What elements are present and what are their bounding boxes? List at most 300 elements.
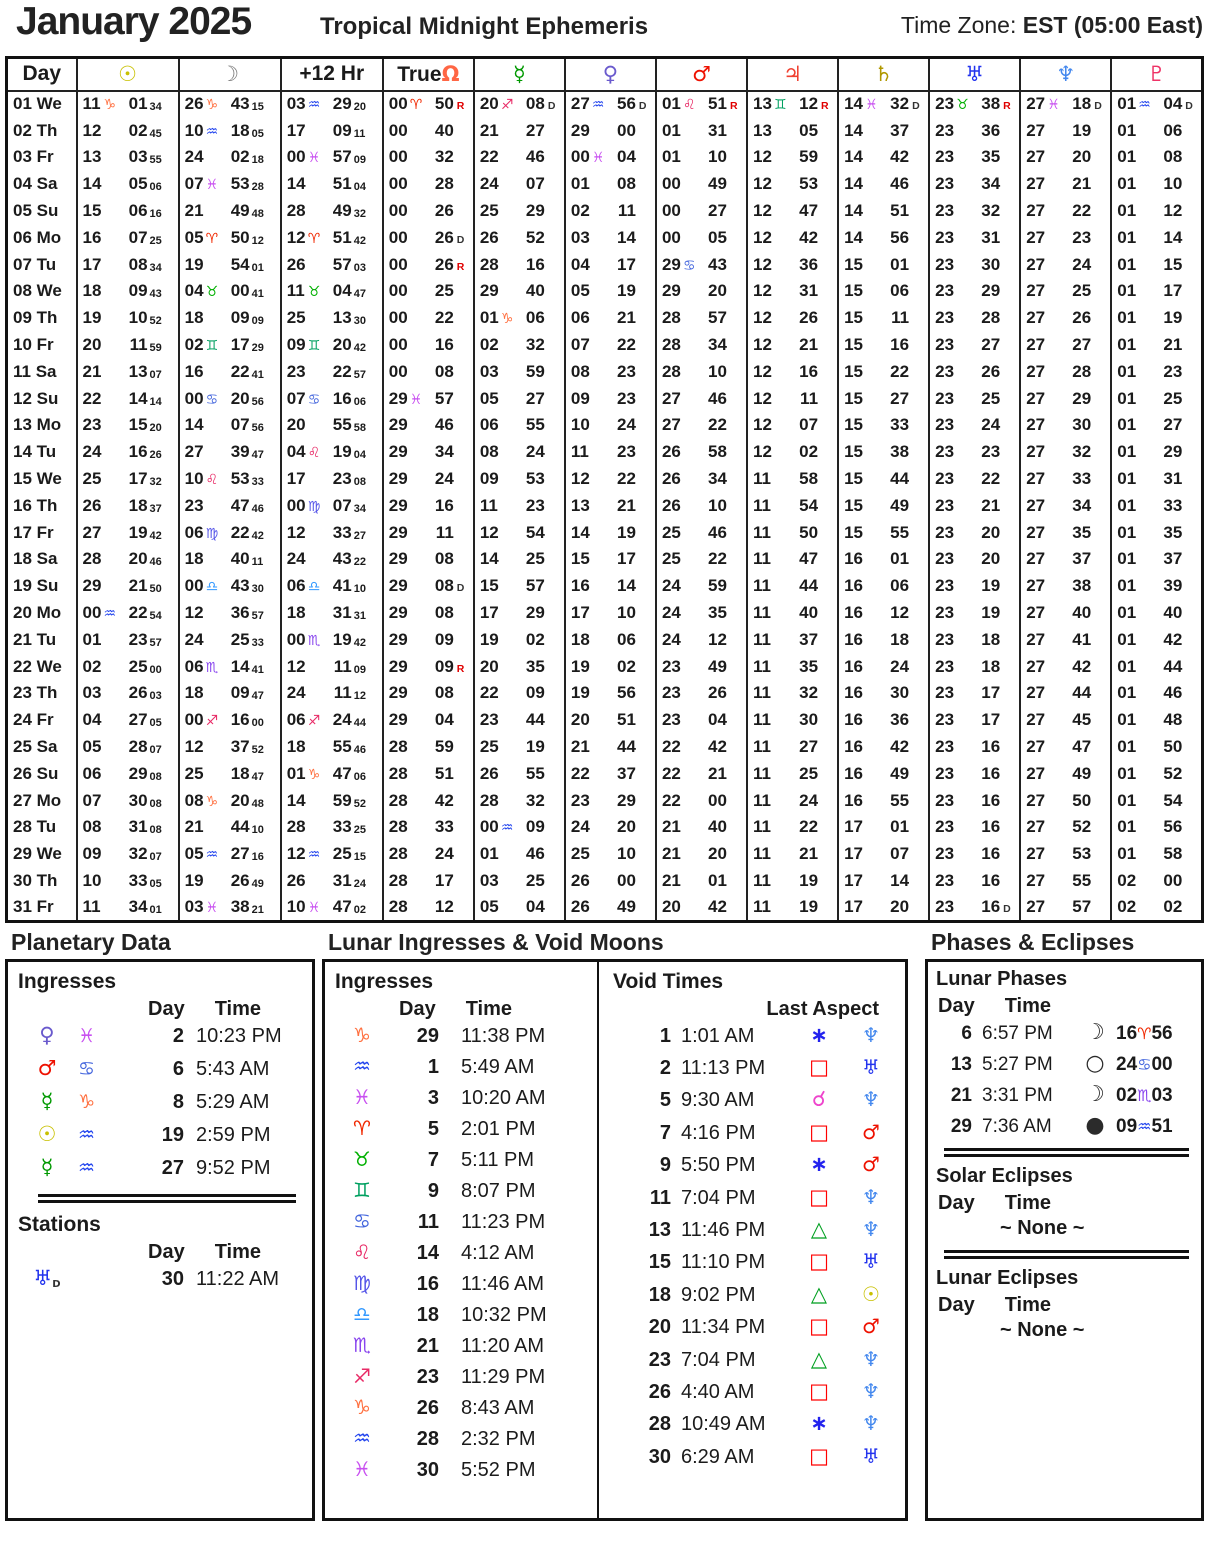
degrees-value: 26 xyxy=(570,871,590,890)
degrees-value: 13 xyxy=(753,94,772,114)
degrees-value: 26 xyxy=(479,763,499,783)
minutes-value: 16 xyxy=(981,817,1001,837)
minutes-value: 15 xyxy=(128,415,148,435)
degrees-value: 23 xyxy=(935,227,955,247)
minutes-value: 09 xyxy=(434,656,454,676)
minutes-value: 17 xyxy=(616,254,636,274)
position-cell xyxy=(474,251,565,278)
seconds-value: 29 xyxy=(251,342,264,355)
minutes-value: 23 xyxy=(1163,361,1183,381)
planet-ne-icon: ♆ xyxy=(862,1087,880,1112)
minutes-value: 40 xyxy=(1072,603,1092,623)
minutes-value: 29 xyxy=(616,790,636,810)
degrees-value: 27 xyxy=(661,415,681,435)
degrees-value: 23 xyxy=(935,495,955,515)
position-cell xyxy=(1020,734,1111,761)
position-cell xyxy=(383,91,474,118)
planet-su-icon: ☉ xyxy=(862,1281,880,1306)
degrees-value: 27 xyxy=(1026,120,1046,140)
minutes-value: 36 xyxy=(981,120,1001,140)
minutes-value: 51 xyxy=(890,201,910,221)
degrees-value: 23 xyxy=(935,683,955,703)
void-time: 4:16 PM xyxy=(681,1121,756,1144)
minutes-value: 59 xyxy=(799,147,819,167)
minutes-value: 35 xyxy=(708,603,727,623)
degrees-value: 21 xyxy=(570,737,590,757)
minutes-value: 46 xyxy=(434,415,454,435)
minutes-value: 19 xyxy=(616,522,636,542)
minutes-value: 58 xyxy=(1163,844,1183,864)
seconds-value: 01 xyxy=(251,261,264,274)
position-cell xyxy=(179,198,281,225)
degrees-value: 24 xyxy=(184,147,204,167)
minutes-value: 08 xyxy=(434,549,454,569)
seconds-value: 06 xyxy=(149,181,162,194)
position-cell xyxy=(838,760,929,787)
position-cell xyxy=(474,787,565,814)
minutes-value: 52 xyxy=(1163,763,1183,783)
position-cell xyxy=(383,358,474,385)
position-cell xyxy=(565,439,656,466)
void-time: 9:02 PM xyxy=(681,1283,756,1306)
degrees-value: 27 xyxy=(1026,576,1046,596)
minutes-value: 14 xyxy=(128,388,148,408)
sign-aq-icon: ♒ xyxy=(591,97,605,114)
degrees-value: 01 xyxy=(1117,94,1137,114)
position-cell xyxy=(565,653,656,680)
degrees-value: 11 xyxy=(82,897,101,917)
degrees-value: 15 xyxy=(844,361,864,381)
minutes-value: 30 xyxy=(799,710,819,730)
degrees-value: 15 xyxy=(570,549,590,569)
degrees-value: 21 xyxy=(184,817,204,837)
void-time-row xyxy=(611,1023,897,1055)
position-cell xyxy=(383,144,474,171)
aspect-sq-icon: □ xyxy=(809,1379,829,1403)
seconds-value: 00 xyxy=(149,663,162,676)
position-cell xyxy=(747,144,838,171)
position-cell xyxy=(77,626,179,653)
minutes-value: 24 xyxy=(434,469,454,489)
degrees-value: 15 xyxy=(844,442,864,462)
day-label: 02 Th xyxy=(7,117,77,144)
day-column-label: Day xyxy=(399,997,436,1020)
minutes-value: 19 xyxy=(981,576,1001,596)
retrograde-marker: R xyxy=(456,260,465,273)
position-cell xyxy=(474,868,565,895)
degrees-value: 10 xyxy=(570,415,590,435)
sign-aq-icon: ♒ xyxy=(1138,97,1151,114)
day-column-label: Day xyxy=(148,997,185,1020)
minutes-value: 17 xyxy=(1163,281,1183,301)
ingress-day: 3 xyxy=(427,1086,439,1109)
minutes-value: 12 xyxy=(708,629,727,649)
phase-day: 6 xyxy=(961,1022,972,1044)
ingress-time: 5:29 AM xyxy=(196,1090,270,1113)
seconds-value: 41 xyxy=(251,368,264,381)
page-title: January 2025 xyxy=(16,0,252,43)
minutes-value: 05 xyxy=(708,227,727,247)
position-cell xyxy=(929,868,1020,895)
direct-marker: D xyxy=(912,100,920,113)
degrees-value: 15 xyxy=(844,308,864,328)
sign-sc-icon: ♏ xyxy=(205,659,219,676)
sign-vi-icon: ♍ xyxy=(353,1270,371,1295)
minutes-value: 26 xyxy=(434,254,454,274)
position-cell xyxy=(747,814,838,841)
degrees-value: 17 xyxy=(286,469,306,489)
degrees-value: 12 xyxy=(184,737,204,757)
position-cell xyxy=(1111,144,1202,171)
sign-aq-icon: ♒ xyxy=(205,123,219,140)
position-cell xyxy=(474,117,565,144)
position-minutes: 00 xyxy=(1151,1053,1173,1075)
minutes-value: 13 xyxy=(332,308,352,328)
seconds-value: 42 xyxy=(353,636,366,649)
position-cell xyxy=(747,332,838,359)
minutes-value: 34 xyxy=(1072,495,1092,515)
position-cell xyxy=(281,841,383,868)
degrees-value: 17 xyxy=(82,254,102,274)
sign-cn-icon: ♋ xyxy=(353,1208,371,1233)
minutes-value: 28 xyxy=(981,308,1001,328)
position-cell xyxy=(1111,600,1202,627)
sign-aq-icon: ♒ xyxy=(103,606,117,623)
degrees-value: 06 xyxy=(184,522,204,542)
minutes-value: 02 xyxy=(230,147,250,167)
void-time-row xyxy=(611,1217,897,1249)
position-degrees: 24 xyxy=(1116,1053,1138,1075)
position-cell xyxy=(747,868,838,895)
position-cell xyxy=(1020,787,1111,814)
minutes-value: 16 xyxy=(981,844,1001,864)
minutes-value: 38 xyxy=(1072,576,1092,596)
position-cell xyxy=(383,868,474,895)
degrees-value: 27 xyxy=(1026,844,1046,864)
minutes-value: 32 xyxy=(1072,442,1092,462)
void-time-row xyxy=(611,1347,897,1379)
position-cell xyxy=(1111,734,1202,761)
position-cell xyxy=(1111,117,1202,144)
degrees-value: 11 xyxy=(753,763,772,783)
minutes-value: 24 xyxy=(525,442,545,462)
ingress-day: 7 xyxy=(427,1148,439,1171)
ephemeris-row xyxy=(7,787,1203,814)
time-column-label: Time xyxy=(1004,1191,1052,1214)
minutes-value: 33 xyxy=(890,415,910,435)
minutes-value: 09 xyxy=(128,281,148,301)
divider-rule xyxy=(38,1194,296,1203)
position-cell xyxy=(281,224,383,251)
degrees-value: 22 xyxy=(479,683,499,703)
degrees-value: 23 xyxy=(935,817,955,837)
minutes-value: 18 xyxy=(230,120,250,140)
lunar-ingress-row xyxy=(333,1178,597,1209)
degrees-value: 29 xyxy=(661,281,681,301)
degrees-value: 24 xyxy=(661,629,681,649)
position-cell xyxy=(179,600,281,627)
degrees-value: 25 xyxy=(661,522,681,542)
void-times-column xyxy=(599,968,897,1512)
position-cell xyxy=(77,91,179,118)
ingress-day: 29 xyxy=(416,1024,439,1047)
degrees-value: 02 xyxy=(479,335,499,355)
minutes-value: 21 xyxy=(799,844,819,864)
position-cell xyxy=(383,332,474,359)
degrees-value: 27 xyxy=(1026,147,1046,167)
col-header-ju xyxy=(747,58,838,91)
minutes-value: 25 xyxy=(434,281,454,301)
minutes-value: 49 xyxy=(890,763,910,783)
phases-panel-title: Phases & Eclipses xyxy=(931,928,1135,955)
degrees-value: 27 xyxy=(1026,897,1046,917)
minutes-value: 53 xyxy=(230,469,250,489)
minutes-value: 11 xyxy=(617,201,636,221)
planet-me-icon: ☿ xyxy=(512,61,526,86)
page-subtitle: Tropical Midnight Ephemeris xyxy=(320,13,649,40)
minutes-value: 12 xyxy=(1163,201,1183,221)
day-label: 18 Sa xyxy=(7,546,77,573)
position-cell xyxy=(474,466,565,493)
position-cell xyxy=(383,760,474,787)
void-times-list xyxy=(611,1023,897,1476)
position-cell xyxy=(1020,439,1111,466)
minutes-value: 23 xyxy=(616,361,636,381)
position-cell xyxy=(838,144,929,171)
position-cell xyxy=(1111,305,1202,332)
degrees-value: 00 xyxy=(286,629,306,649)
ingress-day: 30 xyxy=(416,1458,439,1481)
position-cell xyxy=(77,305,179,332)
degrees-value: 12 xyxy=(753,361,772,381)
position-cell xyxy=(656,573,747,600)
position-cell xyxy=(179,787,281,814)
minutes-value: 27 xyxy=(230,844,250,864)
degrees-value: 12 xyxy=(753,147,772,167)
seconds-value: 55 xyxy=(149,154,162,167)
seconds-value: 09 xyxy=(353,154,366,167)
minutes-value: 09 xyxy=(525,817,545,837)
degrees-value: 26 xyxy=(82,495,102,515)
position-cell xyxy=(747,198,838,225)
minutes-value: 48 xyxy=(1163,710,1183,730)
sign-ge-icon: ♊ xyxy=(205,338,219,355)
aspect-sx-icon: ∗ xyxy=(810,1152,828,1177)
void-time-row xyxy=(611,1444,897,1476)
position-cell xyxy=(281,868,383,895)
minutes-value: 49 xyxy=(616,897,636,917)
minutes-value: 44 xyxy=(799,576,819,596)
degrees-value: 27 xyxy=(82,522,102,542)
sign-aq-icon: ♒ xyxy=(78,1156,96,1179)
position-cell xyxy=(838,787,929,814)
seconds-value: 58 xyxy=(353,422,366,435)
minutes-value: 24 xyxy=(616,415,636,435)
degrees-value: 02 xyxy=(1117,897,1137,917)
position-cell xyxy=(474,707,565,734)
degrees-value: 17 xyxy=(286,120,306,140)
position-cell xyxy=(179,573,281,600)
sign-sc-icon: ♏ xyxy=(1137,1085,1152,1105)
position-cell xyxy=(179,734,281,761)
degrees-value: 01 xyxy=(1117,549,1137,569)
degrees-value: 18 xyxy=(570,629,590,649)
minutes-value: 31 xyxy=(799,281,819,301)
minutes-value: 32 xyxy=(799,683,819,703)
degrees-value: 24 xyxy=(82,442,102,462)
moon-phase-last-icon: ☽ xyxy=(1085,1081,1105,1107)
seconds-value: 48 xyxy=(251,797,264,810)
degrees-value: 16 xyxy=(184,361,204,381)
degrees-value: 25 xyxy=(479,737,499,757)
position-cell xyxy=(747,707,838,734)
ingress-time: 5:49 AM xyxy=(461,1055,535,1078)
minutes-value: 10 xyxy=(1163,174,1183,194)
position-cell xyxy=(179,707,281,734)
degrees-value: 16 xyxy=(844,790,864,810)
position-cell xyxy=(838,385,929,412)
minutes-value: 34 xyxy=(434,442,454,462)
minutes-value: 16 xyxy=(434,495,454,515)
position-cell xyxy=(179,91,281,118)
degrees-value: 27 xyxy=(1026,201,1046,221)
void-time: 5:50 PM xyxy=(681,1154,756,1177)
lunar-eclipses-heading: Lunar Eclipses xyxy=(936,1266,1079,1289)
position-cell xyxy=(929,305,1020,332)
position-cell xyxy=(656,412,747,439)
minutes-value: 01 xyxy=(890,549,910,569)
seconds-value: 12 xyxy=(251,234,264,247)
position-minutes: 56 xyxy=(1151,1022,1173,1044)
minutes-value: 29 xyxy=(1163,442,1183,462)
position-cell xyxy=(179,814,281,841)
phase-time: 6:57 PM xyxy=(982,1022,1053,1044)
position-cell xyxy=(929,332,1020,359)
planet-ma-icon: ♂ xyxy=(862,1152,880,1177)
position-cell xyxy=(383,787,474,814)
minutes-value: 24 xyxy=(799,790,819,810)
minutes-value: 36 xyxy=(799,254,819,274)
ephemeris-table-body xyxy=(7,91,1203,922)
position-cell xyxy=(565,251,656,278)
seconds-value: 30 xyxy=(251,583,264,596)
degrees-value: 12 xyxy=(753,281,772,301)
degrees-value: 14 xyxy=(570,522,590,542)
degrees-value: 18 xyxy=(184,308,204,328)
position-cell xyxy=(565,573,656,600)
degrees-value: 27 xyxy=(1026,710,1046,730)
retrograde-marker: R xyxy=(456,662,465,675)
degrees-value: 22 xyxy=(82,388,102,408)
minutes-value: 16 xyxy=(981,763,1001,783)
minutes-value: 25 xyxy=(332,844,352,864)
void-day: 26 xyxy=(648,1381,671,1403)
position-cell xyxy=(1020,546,1111,573)
minutes-value: 22 xyxy=(799,817,819,837)
planet-su-icon: ☉ xyxy=(118,61,137,86)
position-cell xyxy=(281,385,383,412)
degrees-value: 11 xyxy=(753,629,772,649)
degrees-value: 12 xyxy=(570,469,590,489)
minutes-value: 35 xyxy=(1163,522,1183,542)
ephemeris-row xyxy=(7,117,1203,144)
degrees-value: 27 xyxy=(1026,737,1046,757)
degrees-value: 01 xyxy=(479,844,499,864)
minutes-value: 52 xyxy=(1072,817,1092,837)
position-cell xyxy=(838,600,929,627)
degrees-value: 19 xyxy=(184,871,204,890)
degrees-value: 01 xyxy=(1117,576,1137,596)
position-cell xyxy=(747,680,838,707)
position-cell xyxy=(1020,573,1111,600)
position-cell xyxy=(929,814,1020,841)
degrees-value: 23 xyxy=(935,254,955,274)
degrees-value: 23 xyxy=(935,308,955,328)
degrees-value: 17 xyxy=(479,603,499,623)
planet-ma-icon: ♂ xyxy=(692,61,711,86)
minutes-value: 09 xyxy=(230,683,250,703)
degrees-value: 01 xyxy=(1117,174,1137,194)
minutes-value: 15 xyxy=(1163,254,1183,274)
minutes-value: 25 xyxy=(230,629,250,649)
day-header: Day xyxy=(7,58,77,91)
stations-daytime-header xyxy=(16,1241,304,1264)
minutes-value: 39 xyxy=(1163,576,1183,596)
position-cell xyxy=(838,546,929,573)
position-cell xyxy=(747,412,838,439)
position-cell xyxy=(1111,814,1202,841)
position-cell xyxy=(383,841,474,868)
void-time: 4:40 AM xyxy=(681,1381,755,1403)
position-cell xyxy=(77,198,179,225)
degrees-value: 23 xyxy=(935,549,955,569)
degrees-value: 00 xyxy=(286,147,306,167)
lunar-ingress-row xyxy=(333,1240,597,1271)
position-cell xyxy=(77,653,179,680)
planet-ne-icon: ♆ xyxy=(862,1184,880,1209)
sign-cp-icon: ♑ xyxy=(307,766,321,783)
position-cell xyxy=(474,171,565,198)
minutes-value: 37 xyxy=(616,763,636,783)
degrees-value: 24 xyxy=(661,576,681,596)
position-cell xyxy=(1020,305,1111,332)
position-cell xyxy=(474,626,565,653)
void-time-row xyxy=(611,1249,897,1281)
minutes-value: 34 xyxy=(708,335,727,355)
seconds-value: 04 xyxy=(353,181,366,194)
degrees-value: 26 xyxy=(286,254,306,274)
position-cell xyxy=(474,198,565,225)
degrees-value: 22 xyxy=(661,737,681,757)
degrees-value: 14 xyxy=(844,94,864,114)
degrees-value: 29 xyxy=(388,469,408,489)
seconds-value: 26 xyxy=(149,449,162,462)
degrees-value: 27 xyxy=(1026,227,1046,247)
minutes-value: 26 xyxy=(128,683,148,703)
void-time-row xyxy=(611,1087,897,1119)
minutes-value: 25 xyxy=(525,871,545,890)
minutes-value: 31 xyxy=(708,120,727,140)
degrees-value: 27 xyxy=(1026,415,1046,435)
position-cell xyxy=(474,600,565,627)
minutes-value: 04 xyxy=(708,710,727,730)
minutes-value: 53 xyxy=(230,174,250,194)
col-header-me xyxy=(474,58,565,91)
position-cell xyxy=(1020,171,1111,198)
minutes-value: 35 xyxy=(981,147,1001,167)
seconds-value: 21 xyxy=(251,904,264,917)
degrees-value: 25 xyxy=(82,469,102,489)
